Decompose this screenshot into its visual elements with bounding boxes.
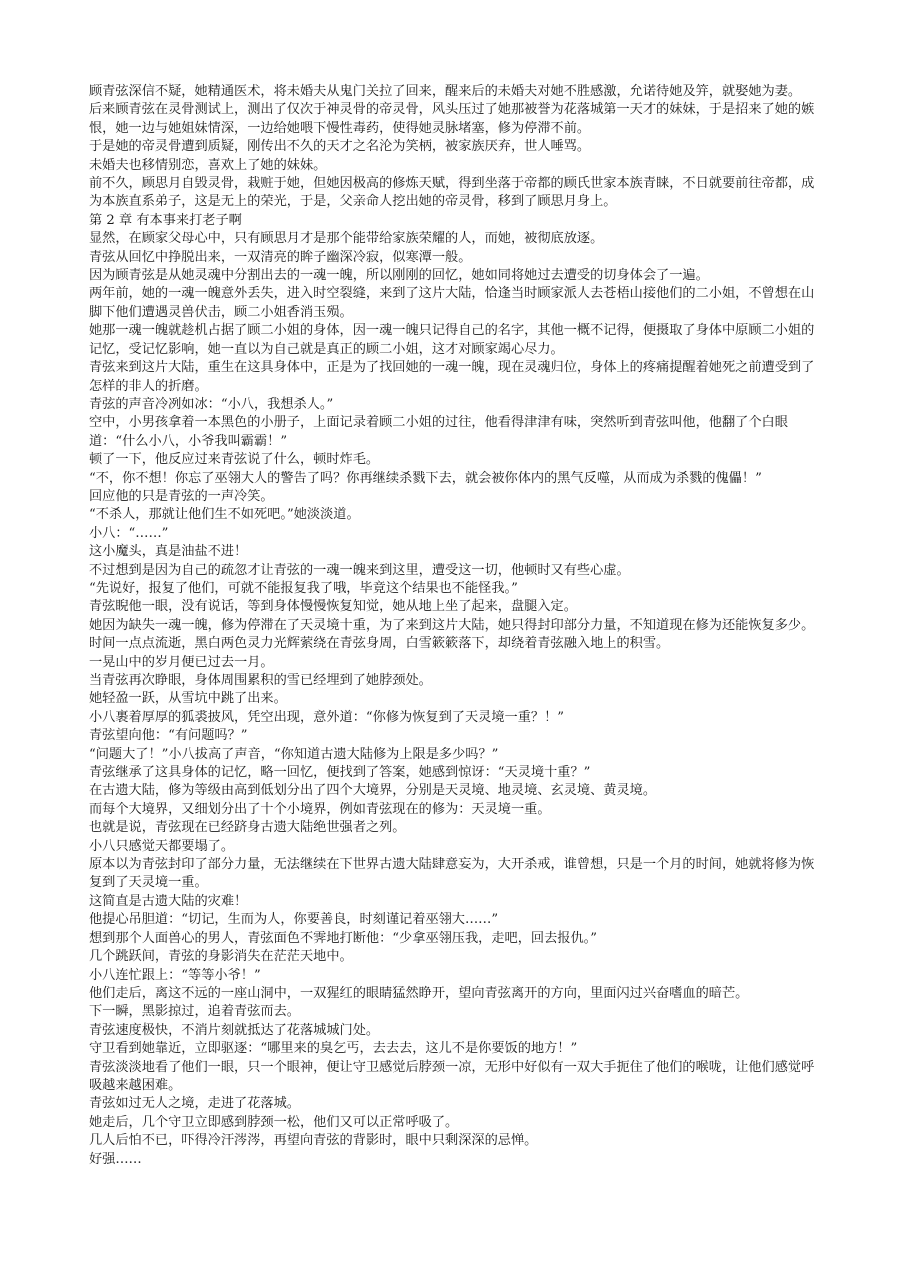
- paragraph: 几个跳跃间，青弦的身影消失在茫茫天地中。: [89, 949, 353, 965]
- paragraph: 他们走后，离这不远的一座山洞中，一双猩红的眼睛猛然睁开，望向青弦离开的方向，里面闪过兴奋嗜血的暗芒。: [89, 985, 749, 1001]
- paragraph: 几人后怕不已，吓得冷汗涔涔，再望向青弦的背影时，眼中只剩深深的忌惮。: [89, 1133, 538, 1149]
- paragraph: 未婚夫也移情别恋，喜欢上了她的妹妹。: [89, 157, 327, 173]
- paragraph: “不杀人，那就让他们生不如死吧。”她淡淡道。: [89, 507, 360, 523]
- paragraph: 而每个大境界，又细划分出了十个小境界，例如青弦现在的修为：天灵境一重。: [89, 801, 551, 817]
- paragraph: 小八只感觉天都要塌了。: [89, 838, 235, 854]
- paragraph: 时间一点点流逝，黑白两色灵力光辉萦绕在青弦身周，白雪簌簌落下，却绕着青弦融入地上的积雪。: [89, 636, 670, 652]
- paragraph: 这简直是古遗大陆的灾难！: [89, 893, 248, 909]
- paragraph: 青弦望向他：“有问题吗？”: [89, 728, 248, 744]
- paragraph: 空中，小男孩拿着一本黑色的小册子，上面记录着顾二小姐的过往，他看得津津有味，突然听到青弦叫他，他翻了个白眼道：“什么小八，小爷我叫霸霸！”: [89, 415, 788, 449]
- paragraph: 这小魔头，真是油盐不进！: [89, 544, 248, 560]
- paragraph: 下一瞬，黑影掠过，追着青弦而去。: [89, 1004, 300, 1020]
- paragraph: 他提心吊胆道：“切记，生而为人，你要善良，时刻谨记着巫翎大……”: [89, 912, 499, 928]
- paragraph: 回应他的只是青弦的一声冷笑。: [89, 488, 274, 504]
- paragraph: 顿了一下，他反应过来青弦说了什么，顿时炸毛。: [89, 452, 380, 468]
- paragraph: 小八连忙跟上：“等等小爷！”: [89, 967, 261, 983]
- paragraph: 不过想到是因为自己的疏忽才让青弦的一魂一魄来到这里，遭受这一切，他顿时又有些心虚。: [89, 562, 630, 578]
- paragraph: 青弦睨他一眼，没有说话，等到身体慢慢恢复知觉，她从地上坐了起来，盘腿入定。: [89, 599, 577, 615]
- paragraph: 因为顾青弦是从她灵魂中分割出去的一魂一魄，所以刚刚的回忆，她如同将她过去遭受的切身体会了一遍。: [89, 268, 709, 284]
- paragraph: 也就是说，青弦现在已经跻身古遗大陆绝世强者之列。: [89, 820, 406, 836]
- paragraph: 她那一魂一魄就趁机占据了顾二小姐的身体，因一魂一魄只记得自己的名字，其他一概不记得，便摄取了身体中原顾二小姐的记忆，受记忆影响，她一直以为自己就是真正的顾二小姐，这才对顾家竭心尽力。: [89, 323, 815, 357]
- paragraph: 当青弦再次睁眼，身体周围累积的雪已经埋到了她脖颈处。: [89, 673, 432, 688]
- paragraph: “先说好，报复了他们，可就不能报复我了哦，毕竟这个结果也不能怪我。”: [89, 580, 518, 596]
- paragraph: 想到那个人面兽心的男人，青弦面色不霁地打断他：“少拿巫翎压我，走吧，回去报仇。”: [89, 930, 598, 946]
- paragraph: 两年前，她的一魂一魄意外丢失，进入时空裂缝，来到了这片大陆，恰逢当时顾家派人去苍梧山接他们的二小姐，不曾想在山脚下他们遭遇灵兽伏击，顾二小姐香消玉殒。: [89, 286, 815, 320]
- paragraph: 她轻盈一跃，从雪坑中跳了出来。: [89, 691, 287, 707]
- paragraph: 好强……: [89, 1151, 142, 1167]
- chapter-heading: 第 2 章 有本事来打老子啊: [89, 212, 242, 228]
- paragraph: 在古遗大陆，修为等级由高到低划分出了四个大境界，分别是天灵境、地灵境、玄灵境、黄灵境。: [89, 783, 657, 799]
- paragraph: 青弦来到这片大陆，重生在这具身体中，正是为了找回她的一魂一魄，现在灵魂归位，身体上的疼痛提醒着她死之前遭受到了怎样的非人的折磨。: [89, 360, 815, 394]
- paragraph: “问题大了！”小八拔高了声音，“你知道古遗大陆修为上限是多少吗？”: [89, 746, 499, 762]
- paragraph: 小八裹着厚厚的狐裘披风，凭空出现，意外道：“你修为恢复到了天灵境一重？！”: [89, 709, 565, 725]
- paragraph: 后来顾青弦在灵骨测试上，测出了仅次于神灵骨的帝灵骨，风头压过了她那被誉为花落城第一天才的妹妹，于是招来了她的嫉恨，她一边与她姐妹情深，一边给她喂下慢性毒药，使得她灵脉堵塞，修为停滞不前。: [89, 102, 815, 136]
- paragraph: 青弦如过无人之境，走进了花落城。: [89, 1096, 300, 1112]
- paragraph: 一晃山中的岁月便已过去一月。: [89, 654, 274, 670]
- paragraph: 显然，在顾家父母心中，只有顾思月才是那个能带给家族荣耀的人，而她，被彻底放逐。: [89, 231, 604, 247]
- paragraph: 青弦继承了这具身体的记忆，略一回忆，便找到了答案，她感到惊讶：“天灵境十重？”: [89, 765, 591, 781]
- paragraph: 她走后，几个守卫立即感到脖颈一松，他们又可以正常呼吸了。: [89, 1114, 459, 1130]
- paragraph: 前不久，顾思月自毁灵骨，栽赃于她，但她因极高的修炼天赋，得到坐落于帝都的顾氏世家本族青睐，不日就要前往帝都，成为本族直系弟子，这是无上的荣光，于是，父亲命人挖出她的帝灵骨，移到了顾思月身上。: [89, 176, 815, 210]
- paragraph: 顾青弦深信不疑，她精通医术，将未婚夫从鬼门关拉了回来，醒来后的未婚夫对她不胜感激，允诺待她及笄，就娶她为妻。: [89, 84, 802, 99]
- document-body: [89, 83, 820, 1169]
- paragraph: “不，你不想！你忘了巫翎大人的警告了吗？你再继续杀戮下去，就会被你体内的黑气反噬，从而成为杀戮的傀儡！”: [89, 470, 762, 486]
- paragraph: 青弦的声音冷冽如冰：“小八，我想杀人。”: [89, 396, 334, 412]
- paragraph: 小八：“……”: [89, 525, 169, 541]
- paragraph: 于是她的帝灵骨遭到质疑，刚传出不久的天才之名沦为笑柄，被家族厌弃，世人唾骂。: [89, 139, 591, 155]
- paragraph: 原本以为青弦封印了部分力量，无法继续在下世界古遗大陆肆意妄为，大开杀戒，谁曾想，只是一个月的时间，她就将修为恢复到了天灵境一重。: [89, 857, 815, 891]
- paragraph: 守卫看到她靠近，立即驱逐：“哪里来的臭乞丐，去去去，这儿不是你要饭的地方！”: [89, 1041, 578, 1057]
- paragraph: 青弦速度极快，不消片刻就抵达了花落城城门处。: [89, 1022, 380, 1038]
- paragraph: 她因为缺失一魂一魄，修为停滞在了天灵境十重，为了来到这片大陆，她只得封印部分力量，不知道现在修为还能恢复多少。: [89, 617, 815, 633]
- paragraph: 青弦从回忆中挣脱出来，一双清亮的眸子幽深冷寂，似寒潭一般。: [89, 249, 472, 265]
- paragraph: 青弦淡淡地看了他们一眼，只一个眼神，便让守卫感觉后脖颈一凉，无形中好似有一双大手扼住了他们的喉咙，让他们感觉呼吸越来越困难。: [89, 1059, 815, 1093]
